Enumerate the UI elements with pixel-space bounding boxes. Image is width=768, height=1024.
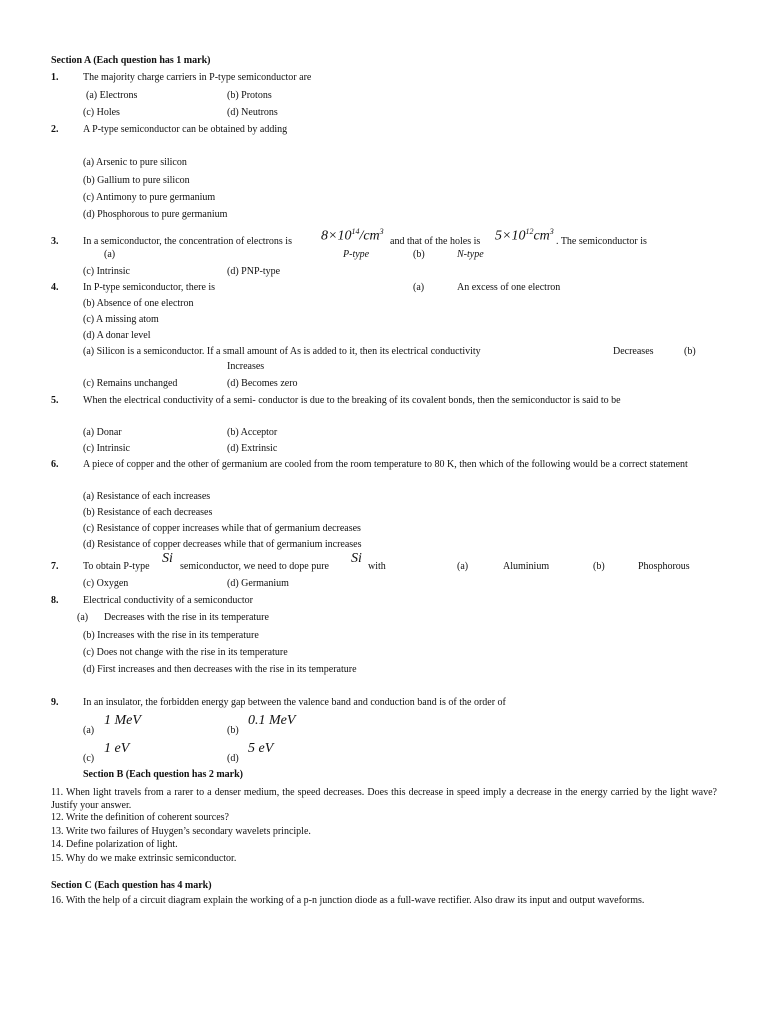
q8-number: 8. — [51, 595, 59, 606]
q6-option-a: (a) Resistance of each increases — [83, 491, 211, 502]
q15-text: 15. Why do we make extrinsic semiconductor. — [51, 853, 237, 864]
q11-text: 11. When light travels from a rarer to a denser medium, the speed decreases. Does this decrease in speed imply a decrease in the energy carried by the light wave? Justify your answer. — [51, 787, 717, 811]
q4-extra-option-a-value: Decreases — [613, 346, 654, 357]
q6-option-b: (b) Resistance of each decreases — [83, 507, 213, 518]
q5-option-a: (a) Donar — [83, 427, 122, 438]
q7-option-b: (b) — [593, 561, 605, 572]
q4-extra-option-c: (c) Remains unchanged — [83, 378, 178, 389]
q3-text-1: In a semiconductor, the concentration of electrons is — [83, 236, 292, 247]
q5-number: 5. — [51, 395, 59, 406]
q8-option-a-value: Decreases with the rise in its temperature — [104, 612, 269, 623]
q9-option-a: (a) — [83, 725, 95, 736]
q8-option-a: (a) — [77, 612, 89, 623]
q9-option-d-value: 5 eV — [248, 741, 274, 756]
q7-text-3: with — [368, 561, 386, 572]
q3-text-2: and that of the holes is — [390, 236, 481, 247]
q6-text: A piece of copper and the other of germanium are cooled from the room temperature to 80 K, then which of the following would be a correct statement — [83, 459, 688, 470]
q9-option-d: (d) — [227, 753, 239, 764]
q7-option-b-value: Phosphorous — [638, 561, 690, 572]
q4-extra-option-b-value: Increases — [227, 361, 265, 372]
q3-option-c: (c) Intrinsic — [83, 266, 130, 277]
q9-option-b-value: 0.1 MeV — [248, 713, 296, 728]
q1-option-b: (b) Protons — [227, 90, 272, 101]
q7-si-symbol-2: Si — [351, 551, 362, 566]
section-a-heading: Section A (Each question has 1 mark) — [51, 55, 211, 66]
q7-si-symbol-1: Si — [162, 551, 173, 566]
q4-option-a-value: An excess of one electron — [457, 282, 561, 293]
q4-option-c: (c) A missing atom — [83, 314, 159, 325]
q7-option-c: (c) Oxygen — [83, 578, 129, 589]
q2-text: A P-type semiconductor can be obtained by adding — [83, 124, 288, 135]
q6-number: 6. — [51, 459, 59, 470]
q3-text-3: . The semiconductor is — [556, 236, 647, 247]
q1-number: 1. — [51, 72, 59, 83]
q3-option-a: (a) — [104, 249, 116, 260]
q3-electron-concentration: $8\times 10^{14}/cm^3$ — [321, 227, 384, 244]
q4-extra-question: (a) Silicon is a semiconductor. If a small amount of As is added to it, then its electrical conductivity — [83, 346, 481, 357]
q8-text: Electrical conductivity of a semiconductor — [83, 595, 253, 606]
q5-option-c: (c) Intrinsic — [83, 443, 130, 454]
q7-text-1: To obtain P-type — [83, 561, 150, 572]
q1-option-d: (d) Neutrons — [227, 107, 278, 118]
q2-option-b: (b) Gallium to pure silicon — [83, 175, 190, 186]
q9-option-c: (c) — [83, 753, 95, 764]
q1-option-a: (a) Electrons — [86, 90, 138, 101]
q4-text: In P-type semiconductor, there is — [83, 282, 216, 293]
q7-text-2: semiconductor, we need to dope pure — [180, 561, 329, 572]
q5-option-d: (d) Extrinsic — [227, 443, 278, 454]
section-c-heading: Section C (Each question has 4 mark) — [51, 880, 212, 891]
q3-option-b: (b) — [413, 249, 425, 260]
q8-option-d: (d) First increases and then decreases with the rise in its temperature — [83, 664, 357, 675]
q5-option-b: (b) Acceptor — [227, 427, 278, 438]
q9-option-a-value: 1 MeV — [104, 713, 141, 728]
q1-text: The majority charge carriers in P-type semiconductor are — [83, 72, 312, 83]
q7-option-a-value: Aluminium — [503, 561, 550, 572]
q9-option-b: (b) — [227, 725, 239, 736]
q16-text: 16. With the help of a circuit diagram explain the working of a p-n junction diode as a full-wave rectifier. Also draw its input and output waveforms. — [51, 895, 645, 906]
q7-option-d: (d) Germanium — [227, 578, 289, 589]
q7-option-a: (a) — [457, 561, 469, 572]
q6-option-d: (d) Resistance of copper decreases while that of germanium increases — [83, 539, 362, 550]
q1-option-c: (c) Holes — [83, 107, 120, 118]
q9-option-c-value: 1 eV — [104, 741, 130, 756]
q2-option-a: (a) Arsenic to pure silicon — [83, 157, 187, 168]
q4-extra-option-b: (b) — [684, 346, 696, 357]
q4-option-b: (b) Absence of one electron — [83, 298, 194, 309]
q12-text: 12. Write the definition of coherent sources? — [51, 812, 229, 823]
q14-text: 14. Define polarization of light. — [51, 839, 178, 850]
q9-number: 9. — [51, 697, 59, 708]
q2-option-c: (c) Antimony to pure germanium — [83, 192, 216, 203]
q6-option-c: (c) Resistance of copper increases while that of germanium decreases — [83, 523, 361, 534]
q2-number: 2. — [51, 124, 59, 135]
q4-number: 4. — [51, 282, 59, 293]
q8-option-c: (c) Does not change with the rise in its temperature — [83, 647, 288, 658]
q3-option-b-value: N-type — [457, 249, 484, 260]
q2-option-d: (d) Phosphorous to pure germanium — [83, 209, 228, 220]
q3-number: 3. — [51, 236, 59, 247]
q3-option-a-value: P-type — [343, 249, 370, 260]
q7-number: 7. — [51, 561, 59, 572]
q8-option-b: (b) Increases with the rise in its temperature — [83, 630, 259, 641]
q13-text: 13. Write two failures of Huygen’s secondary wavelets principle. — [51, 826, 311, 837]
section-b-heading: Section B (Each question has 2 mark) — [83, 769, 244, 780]
q4-option-a: (a) — [413, 282, 425, 293]
q5-text: When the electrical conductivity of a semi- conductor is due to the breaking of its covalent bonds, then the semiconductor is said to be — [83, 395, 621, 406]
q4-extra-option-d: (d) Becomes zero — [227, 378, 298, 389]
q4-option-d: (d) A donar level — [83, 330, 151, 341]
q3-option-d: (d) PNP-type — [227, 266, 281, 277]
q3-hole-concentration: $5\times 10^{12}cm^3$ — [495, 227, 554, 244]
q9-text: In an insulator, the forbidden energy gap between the valence band and conduction band is of the order of — [83, 697, 506, 708]
